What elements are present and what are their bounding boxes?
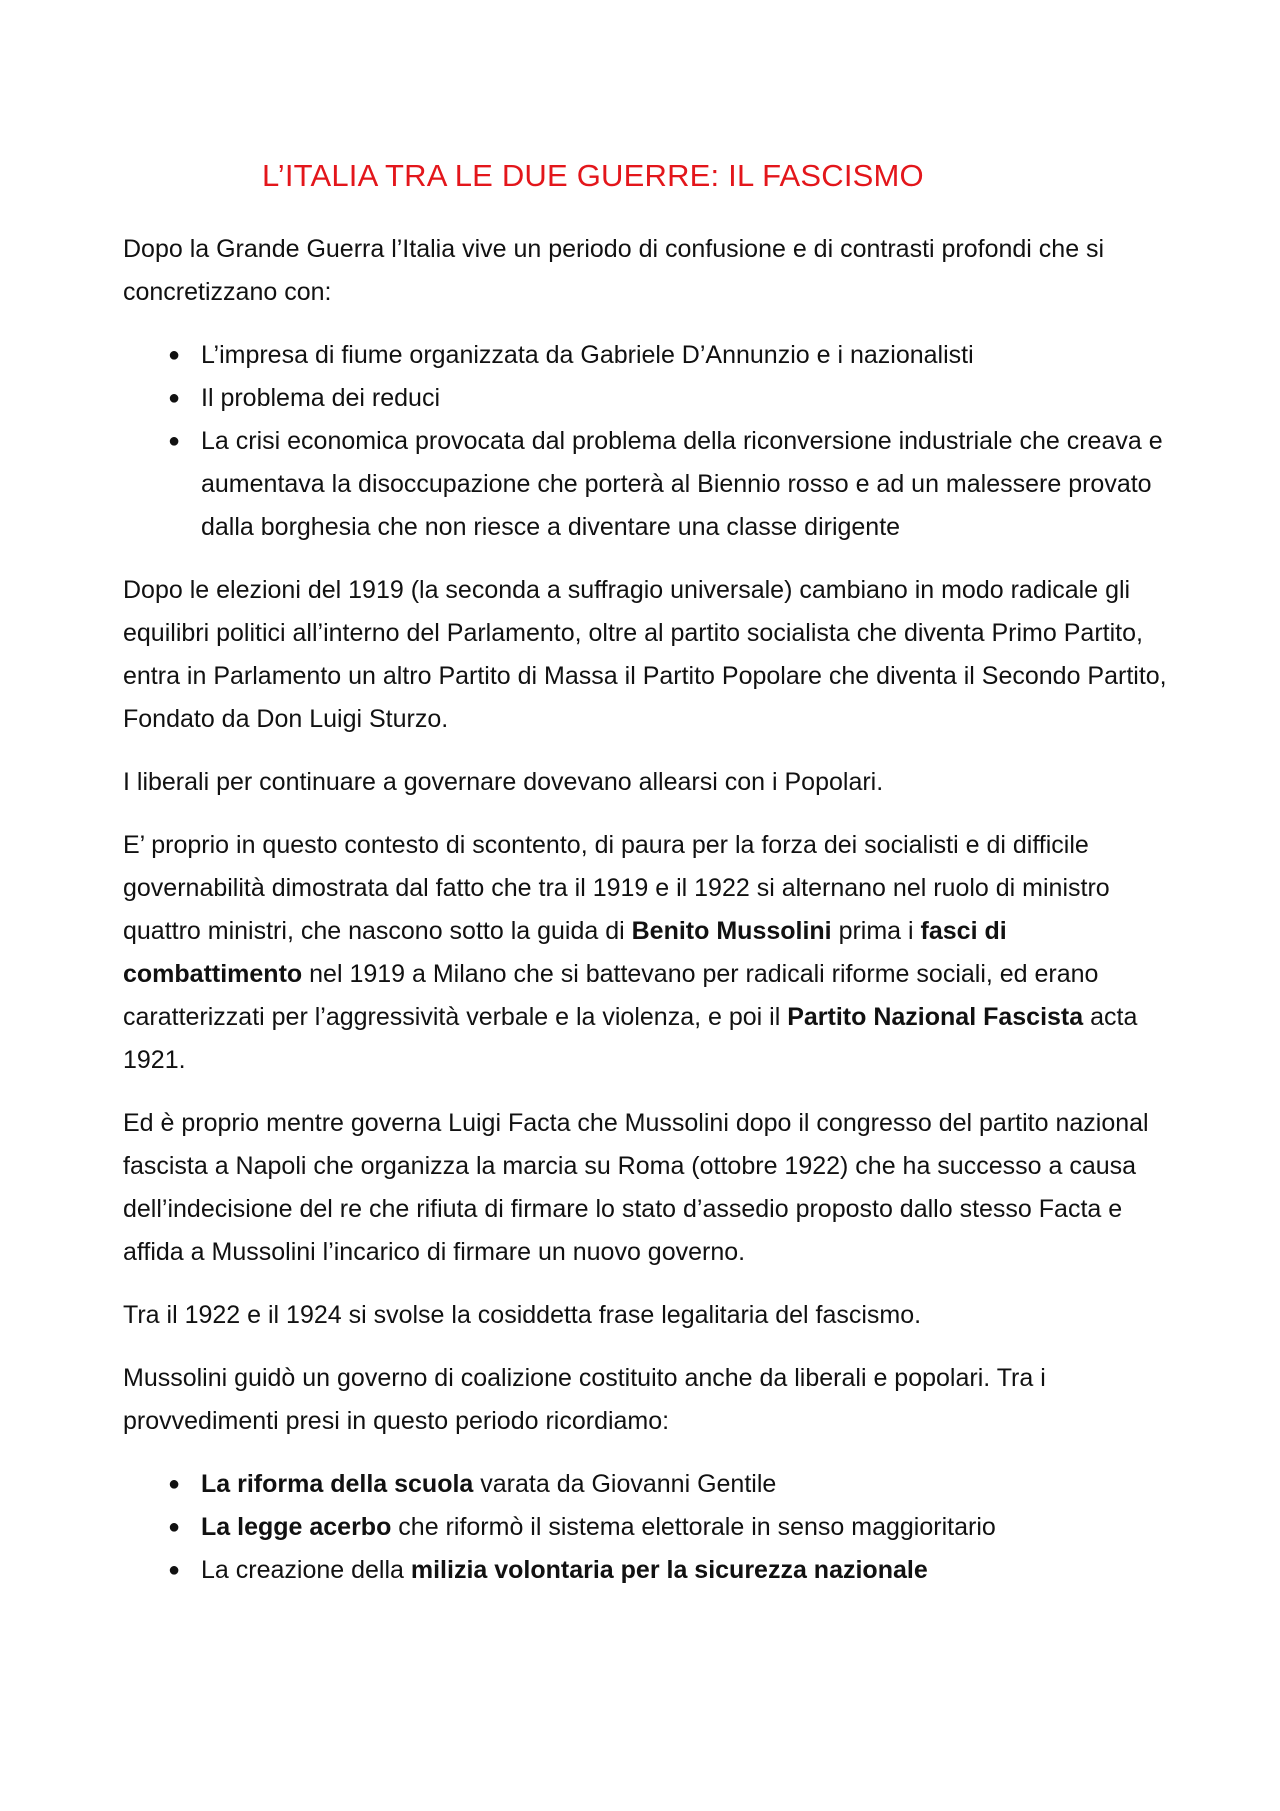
list-item [123, 420, 1178, 549]
list-item-text: Il problema dei reduci [201, 384, 441, 412]
legal-phase-paragraph: Tra il 1922 e il 1924 si svolse la cosiddetta frase legalitaria del fascismo. [123, 1301, 922, 1329]
bullet-icon: ● [168, 1516, 181, 1538]
list-item-text: che riformò il sistema elettorale in senso maggioritario [391, 1513, 996, 1541]
context-text-part: acta 1921. [123, 1003, 1138, 1074]
government-measures-list [123, 1463, 1178, 1592]
list-item-text: La creazione della [201, 1556, 411, 1584]
document-body [123, 228, 1178, 1612]
context-text-part: nel 1919 a Milano che si battevano per radicali riforme sociali, ed erano caratterizzati per l’aggressività verbale e la violenza, e poi il [123, 960, 1099, 1031]
bullet-icon: ● [168, 430, 181, 452]
intro-paragraph: Dopo la Grande Guerra l’Italia vive un periodo di confusione e di contrasti profondi che si concretizzano con: [123, 235, 1105, 306]
list-item-bold-text: La legge acerbo [201, 1513, 392, 1541]
list-item [123, 1463, 1178, 1506]
list-item-text: L’impresa di fiume organizzata da Gabriele D’Annunzio e i nazionalisti [201, 341, 974, 369]
bullet-icon: ● [168, 1559, 181, 1581]
bold-partito-nazional-fascista: Partito Nazional Fascista [787, 1003, 1084, 1031]
bold-fasci-di-combattimento: fasci di combattimento [123, 917, 1007, 988]
list-item [123, 377, 1178, 420]
list-item [123, 1549, 1178, 1592]
coalition-paragraph: Mussolini guidò un governo di coalizione costituito anche da liberali e popolari. Tra i provvedimenti presi in questo periodo ricordiamo: [123, 1364, 1046, 1435]
document-title: L’ITALIA TRA LE DUE GUERRE: IL FASCISMO [262, 158, 924, 193]
context-text-part: prima i [831, 917, 921, 945]
elections-paragraph: Dopo le elezioni del 1919 (la seconda a suffragio universale) cambiano in modo radicale gli equilibri politici all’interno del Parlamento, oltre al partito socialista che diventa Primo Partito, entra in Parlamento un altro Partito di Massa il Partito Popolare che diventa il Secondo Partito, Fondato da Don Luigi Sturzo. [123, 576, 1167, 733]
list-item-text: varata da Giovanni Gentile [473, 1470, 777, 1498]
context-paragraph [123, 824, 1178, 1082]
march-on-rome-paragraph: Ed è proprio mentre governa Luigi Facta che Mussolini dopo il congresso del partito nazional fascista a Napoli che organizza la marcia su Roma (ottobre 1922) che ha successo a causa dell’indecisione del re che rifiuta di firmare lo stato d’assedio proposto dallo stesso Facta e affida a Mussolini l’incarico di firmare un nuovo governo. [123, 1109, 1149, 1266]
bold-name-mussolini: Benito Mussolini [631, 917, 832, 945]
list-item-bold-text: milizia volontaria per la sicurezza nazionale [410, 1556, 928, 1584]
bullet-icon: ● [168, 387, 181, 409]
post-war-problems-list [123, 334, 1178, 549]
list-item [123, 334, 1178, 377]
context-text-part: E’ proprio in questo contesto di scontento, di paura per la forza dei socialisti e di difficile governabilità dimostrata dal fatto che tra il 1919 e il 1922 si alternano nel ruolo di ministro quattro ministri, che nascono sotto la guida di [123, 831, 1110, 945]
bullet-icon: ● [168, 1473, 181, 1495]
list-item-bold-text: La riforma della scuola [201, 1470, 474, 1498]
list-item-text: La crisi economica provocata dal problema della riconversione industriale che creava e aumentava la disoccupazione che porterà al Biennio rosso e ad un malessere provato dalla borghesia che non riesce a diventare una classe dirigente [201, 427, 1163, 541]
liberals-paragraph: I liberali per continuare a governare dovevano allearsi con i Popolari. [123, 768, 884, 796]
list-item [123, 1506, 1178, 1549]
bullet-icon: ● [168, 344, 181, 366]
